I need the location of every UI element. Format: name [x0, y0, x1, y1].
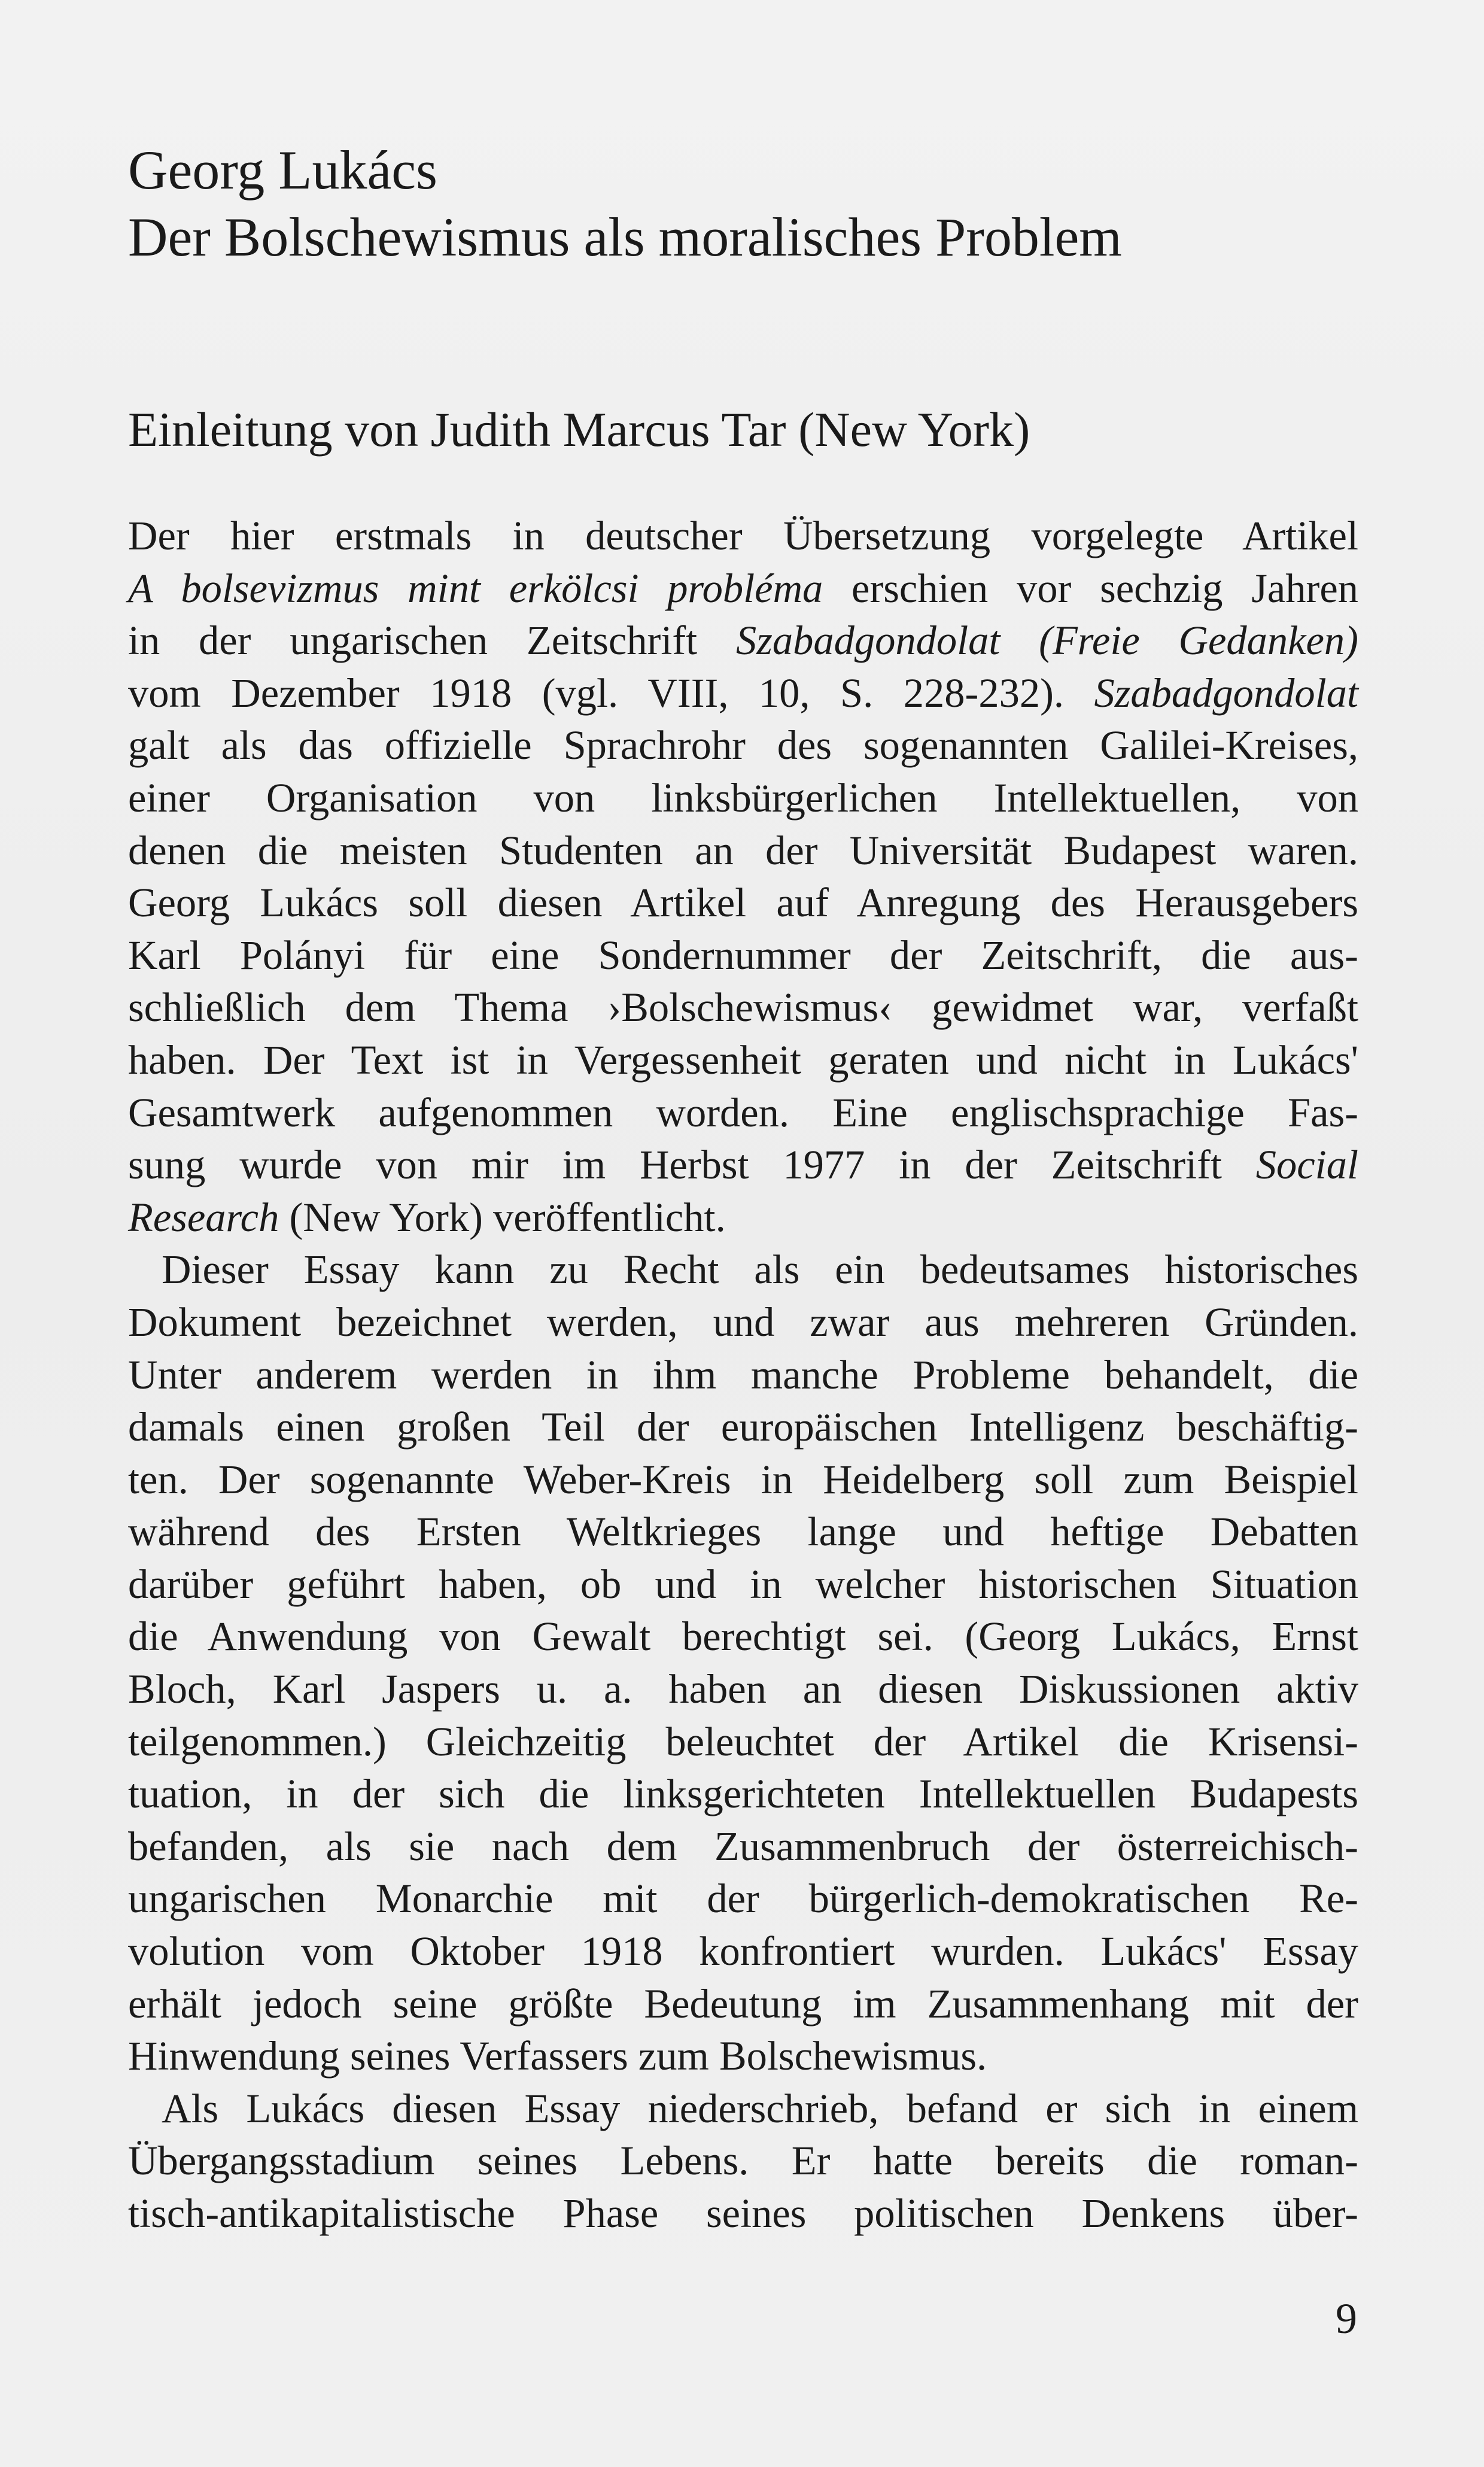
text-line: Hinwendung seines Verfassers zum Bolschewismus.	[128, 2033, 987, 2079]
text-line: während des Ersten Weltkrieges lange und heftige Debatten	[128, 1509, 1358, 1555]
text-line: Georg Lukács soll diesen Artikel auf Anregung des Herausgebers	[128, 880, 1358, 926]
page-number: 9	[1336, 2295, 1357, 2343]
text-line: denen die meisten Studenten an der Universität Budapest waren.	[128, 827, 1358, 873]
text-line: einer Organisation von linksbürgerlichen Intellektuellen, von	[128, 774, 1358, 821]
text-line: Gesamtwerk aufgenommen worden. Eine englischsprachige Fas-	[128, 1089, 1358, 1135]
text-line: ungarischen Monarchie mit der bürgerlich-demokratischen Re-	[128, 1876, 1358, 1922]
text-line: vom Dezember 1918 (vgl. VIII, 10, S. 228-232). Szabadgondolat	[128, 670, 1358, 716]
text-line: tisch-antikapitalistische Phase seines politischen Denkens über-	[128, 2190, 1358, 2236]
body-text	[128, 510, 1358, 2240]
text-line: teilgenommen.) Gleichzeitig beleuchtet der Artikel die Krisensi-	[128, 1718, 1358, 1764]
journal-name: Szabadgondolat	[1094, 670, 1358, 716]
text-line: Übergangsstadium seines Lebens. Er hatte bereits die roman-	[128, 2138, 1358, 2184]
journal-name: Research	[128, 1194, 279, 1240]
text-line: in der ungarischen Zeitschrift Szabadgondolat (Freie Gedanken)	[128, 618, 1358, 664]
text-line: tuation, in der sich die linksgerichteten Intellektuellen Budapests	[128, 1771, 1358, 1817]
text-line: A bolsevizmus mint erkölcsi probléma erschien vor sechzig Jahren	[128, 565, 1359, 611]
paragraph-2	[128, 1244, 1358, 2083]
article-title: Der Bolschewismus als moralisches Problem	[128, 206, 1122, 268]
paragraph-1	[128, 510, 1358, 1244]
text-line: ten. Der sogenannte Weber-Kreis in Heidelberg soll zum Beispiel	[128, 1456, 1358, 1502]
text-line: befanden, als sie nach dem Zusammenbruch der österreichisch-	[128, 1823, 1358, 1869]
text-line: die Anwendung von Gewalt berechtigt sei. (Georg Lukács, Ernst	[128, 1614, 1358, 1660]
text-line: Unter anderem werden in ihm manche Probleme behandelt, die	[128, 1351, 1358, 1397]
text-line: sung wurde von mir im Herbst 1977 in der Zeitschrift Social	[128, 1142, 1358, 1188]
text-line: galt als das offizielle Sprachrohr des sogenannten Galilei-Kreises,	[128, 722, 1358, 768]
introduction-byline: Einleitung von Judith Marcus Tar (New York)	[128, 402, 1030, 457]
journal-name: Szabadgondolat (Freie Gedanken)	[735, 618, 1358, 664]
text-line: volution vom Oktober 1918 konfrontiert wurden. Lukács' Essay	[128, 1928, 1358, 1974]
text-line: Research (New York) veröffentlicht.	[128, 1194, 726, 1240]
article-header	[128, 136, 1361, 271]
text-line: schließlich dem Thema ›Bolschewismus‹ gewidmet war, verfaßt	[128, 985, 1358, 1031]
paragraph-3	[128, 2083, 1358, 2240]
text-line: Dieser Essay kann zu Recht als ein bedeutsames historisches	[162, 1247, 1358, 1293]
text-line: haben. Der Text ist in Vergessenheit geraten und nicht in Lukács'	[128, 1037, 1358, 1083]
journal-name: Social	[1255, 1142, 1358, 1188]
text-line: Der hier erstmals in deutscher Übersetzung vorgelegte Artikel	[128, 513, 1358, 558]
text-line: darüber geführt haben, ob und in welcher historischen Situation	[128, 1561, 1358, 1607]
text-line: Als Lukács diesen Essay niederschrieb, befand er sich in einem	[162, 2085, 1358, 2131]
author-name: Georg Lukács	[128, 139, 437, 200]
hungarian-title: A bolsevizmus mint erkölcsi probléma	[128, 565, 823, 611]
text-line: Dokument bezeichnet werden, und zwar aus mehreren Gründen.	[128, 1299, 1358, 1345]
text-line: Bloch, Karl Jaspers u. a. haben an diesen Diskussionen aktiv	[128, 1666, 1358, 1712]
text-line: damals einen großen Teil der europäischen Intelligenz beschäftig-	[128, 1404, 1358, 1450]
text-line: Karl Polányi für eine Sondernummer der Zeitschrift, die aus-	[128, 932, 1358, 978]
text-line: erhält jedoch seine größte Bedeutung im Zusammenhang mit der	[128, 1980, 1358, 2027]
